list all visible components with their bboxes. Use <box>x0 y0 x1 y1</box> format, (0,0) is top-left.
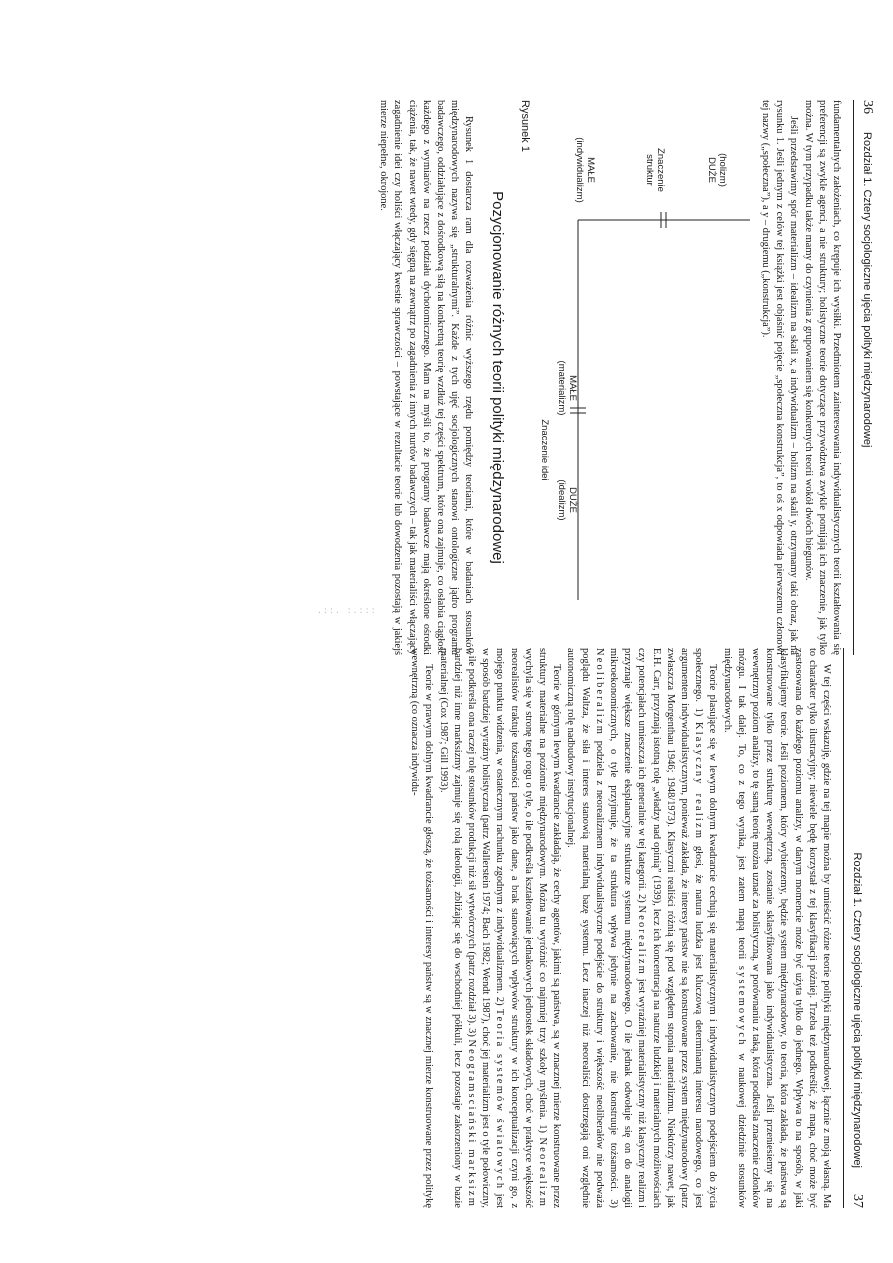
section-title: Pozycjonowanie różnych teorii polityki międzynarodowej <box>488 191 506 564</box>
running-head <box>853 100 876 655</box>
text-run: Teorie w górnym lewym kwadrancie zakładają, że cechy agentów, jakimi są państwa, są w znacznej mierze konstruowane przez struktury materialne na poziomie międzynarodowym. Można tu wyróżnić co najmniej trzy szkoły myślenia. 1) <box>536 648 563 1208</box>
spaced-term: Teoria systemów światowych <box>494 1008 506 1191</box>
paragraph <box>719 648 833 1208</box>
spaced-term: systemowych <box>735 965 747 1047</box>
y-axis-bottom-label: MAŁE (indywidualizm) <box>573 137 596 203</box>
page-body <box>376 100 853 655</box>
paragraph: Rysunek 1 dostarcza ram dla rozważenia różnic wyższego rzędu pomiędzy teoriami, które w badaniach stosunków międzynarodowych nazywa się „strukturalnymi”. Każde z tych ujęć socjologicznych stanowi ontologiczne jądro programu badawczego, oddziałujące z dośrodkową siłą na konkretną teorię wzdłuż tej części spektrum, które ona zajmuje, co osłabia ciągłość każdego z wymiarów na rzecz podziału dychotomicznego. Mam na myśli to, że programy badawcze mają określone ośrodki ciążenia, tak, że nawet wtedy, gdy sięgną na zewnątrz po zagadnienia z innych nurtów badawczych – tak jak materialiści włączający zagadnienie idei czy holiści włączający kwestie sprawczości – powstające w rezultacie teorie lub dowodzenia pozostają w jakiejś mierze niepełne, okrojone. <box>378 100 475 655</box>
paragraph: fundamentalnych założeniach, co krępuje ich wysiłki. Przedmiotem zainteresowania indywidualistycznych teorii kształtowania się preferencji są zwykle agenci, a nie struktury; holistyczne teorie dotyczące przywództwa zwykle pomijają ich znaczenie, jak tylko można. W tym przypadku także mamy do czynienia z grupowaniem się konkretnych teorii wokół dwóch biegunów. <box>802 100 842 655</box>
page-number: 36 <box>860 100 875 114</box>
running-head-title: Rozdział 1. Cztery socjologiczne ujęcia polityki międzynarodowej <box>851 852 863 1168</box>
running-head <box>843 648 866 1208</box>
paragraph: Teorie w prawym dolnym kwadrancie głoszą, że tożsamości i interesy państw są w znacznej mierze konstruowane przez politykę wewnętrzną (co oznacza indywidu- <box>409 648 435 1208</box>
margin-scribble: .::. :.::: <box>318 606 378 616</box>
spaced-term: Neogramsciański marksizm <box>465 1039 477 1208</box>
text-run: głosi, że natura ludzka jest kluczową determinantą interesu narodowego, co jest argumentem indywidualistycznym, ponieważ zakłada, że interesy państw nie są konstruowane przez system międzynarodowy (patrz zwłaszcza Morgenthau 1946; 1948/1973). Klasyczni realiści różnią się pod względem stopnia materializmu. Niektórzy nawet, jak E.H. Carr, przyznają istotną rolę „władzy nad opinią” (1939), lecz ich koncentracja na naturze ludzkiej i materialnych możliwościach czy potencjałach umieszcza ich generalnie w tej kategorii. 2) <box>636 648 705 1208</box>
spaced-term: Neorealizm <box>536 1137 548 1208</box>
page-37 <box>60 648 866 1208</box>
x-axis-title: Znaczenie idei <box>538 419 550 481</box>
text-run: jest wyraźniej materialistyczny niż klasyczny realizm i przyznaje większe znaczenie eksplanacyjne strukturze systemu międzynarodowego. O ile jednak odwołuje się on do analogii mikroekonomicznych, o tyle przyjmuje, że ta struktura wpływa jedynie na zachowanie, nie konstruuje tożsamości. 3) <box>607 648 648 1208</box>
spaced-term: Neoliberalizm <box>593 648 605 737</box>
paragraph <box>563 648 719 1208</box>
x-axis-left-label: MAŁE (materializm) <box>555 360 578 416</box>
text-run: podziela z neorealizmem indywidualistyczne podejście do struktury i większość neoliberałów nie podważa poglądu Waltza, że siła i interes stanowią materialną bazę systemu. Lecz inaczej niż neorealiści dostrzegają oni względnie autonomiczną rolę nadbudowy instytucjonalnej. <box>565 648 605 1208</box>
text-run: Teorie plasujące się w lewym dolnym kwadrancie cechują się materialistycznym i indywidualistycznym podejściem do życia społecznego. 1) <box>693 648 719 1208</box>
paragraph <box>435 648 563 1208</box>
text-run: W tej części wskazuję, gdzie na tej mapie można by umieścić różne teorie polityki międzynarodowej, łącznie z moją własną. Ma to charakter tylko ilustracyjny; niewiele będę korzystał z tej klasyfikacji później. Trzeba też podkreślić, że mapa, choć może być zastosowana do każdego poziomu analizy, w danym momencie może być użyta tylko do jednego. Wpływa to na sposób, w jaki klasyfikujemy teorie. Jeśli poziomem, który wybierzemy, będzie system międzynarodowy, to teoria, która zakłada, że państwa są konstruowane tylko przez strukturę wewnętrzną, zostanie sklasyfikowana jako indywidualistyczna. Jeśli przeniesiemy się na wewnętrzny poziom analizy, to tę samą teorię można uznać za holistyczną, w porównaniu z taką, która podkreśla znaczenie członków mózgu. I tak dalej. To, co z tego wynika, jest zatem mapą teorii <box>735 648 832 1208</box>
spaced-term: Klasyczny realizm <box>693 722 705 841</box>
y-axis-title: Znaczenie struktur <box>643 148 666 192</box>
page-body <box>407 648 843 1208</box>
figure-caption: Rysunek 1 <box>518 100 531 152</box>
text-run: wychyla się w stronę tego rogu o tyle, o ile podkreśla kształtowanie jednakowych jednostek składowych, choć w praktyce większość neorealistów traktuje tożsamości państw jako dane, a brak stanowiących wpływów struktury w ich konceptualizacji czyni go, z mojego punktu widzenia, w ostatecznym rachunku zgodnym z indywidualizmem. 2) <box>494 648 534 1208</box>
text-run: bardziej niż inne marksizmy zajmuje się rolą ideologii, zbliżając się do wschodniej półkuli, lecz pozostaje zakorzeniony w bazie materialnej (Cox 1987; Gill 1993). <box>437 648 463 1208</box>
text-run: jest w sposób bardziej wyraźny holistyczna (patrz Wallerstein 1974; Bach 1982; Wendt 1987), choć jej materializm jest o tyle połowiczny, o ile podkreśla ona raczej rolę stosunków produkcji niż sił wytwórczych (patrz rozdział 3). 3) <box>465 648 506 1209</box>
page-number: 37 <box>850 1194 865 1208</box>
spaced-term: Neorealizm <box>636 905 648 976</box>
figure-1 <box>536 100 754 655</box>
x-axis-right-label: DUŻE (idealizm) <box>555 479 578 521</box>
running-head-title: Rozdział 1. Cztery socjologiczne ujęcia polityki międzynarodowej <box>861 132 873 448</box>
page-36 <box>66 100 876 655</box>
text-run: w naukowej dziedzinie stosunków międzynarodowych. <box>721 648 747 1208</box>
y-axis-top-label: (holizm) DUŻE <box>705 153 728 187</box>
paragraph: Jeśli przedstawimy spór materializm – idealizm na skali x, a indywidualizm – holizm na skali y, otrzymamy taki obraz, jak na rysunku 1. Jeśli jednym z celów tej książki jest objaśnić pojęcie „społeczna konstrukcja”, to oś x odpowiada pierwszemu członowi tej nazwy („społeczna”), a y – drugiemu („konstrukcja”). <box>759 100 800 655</box>
